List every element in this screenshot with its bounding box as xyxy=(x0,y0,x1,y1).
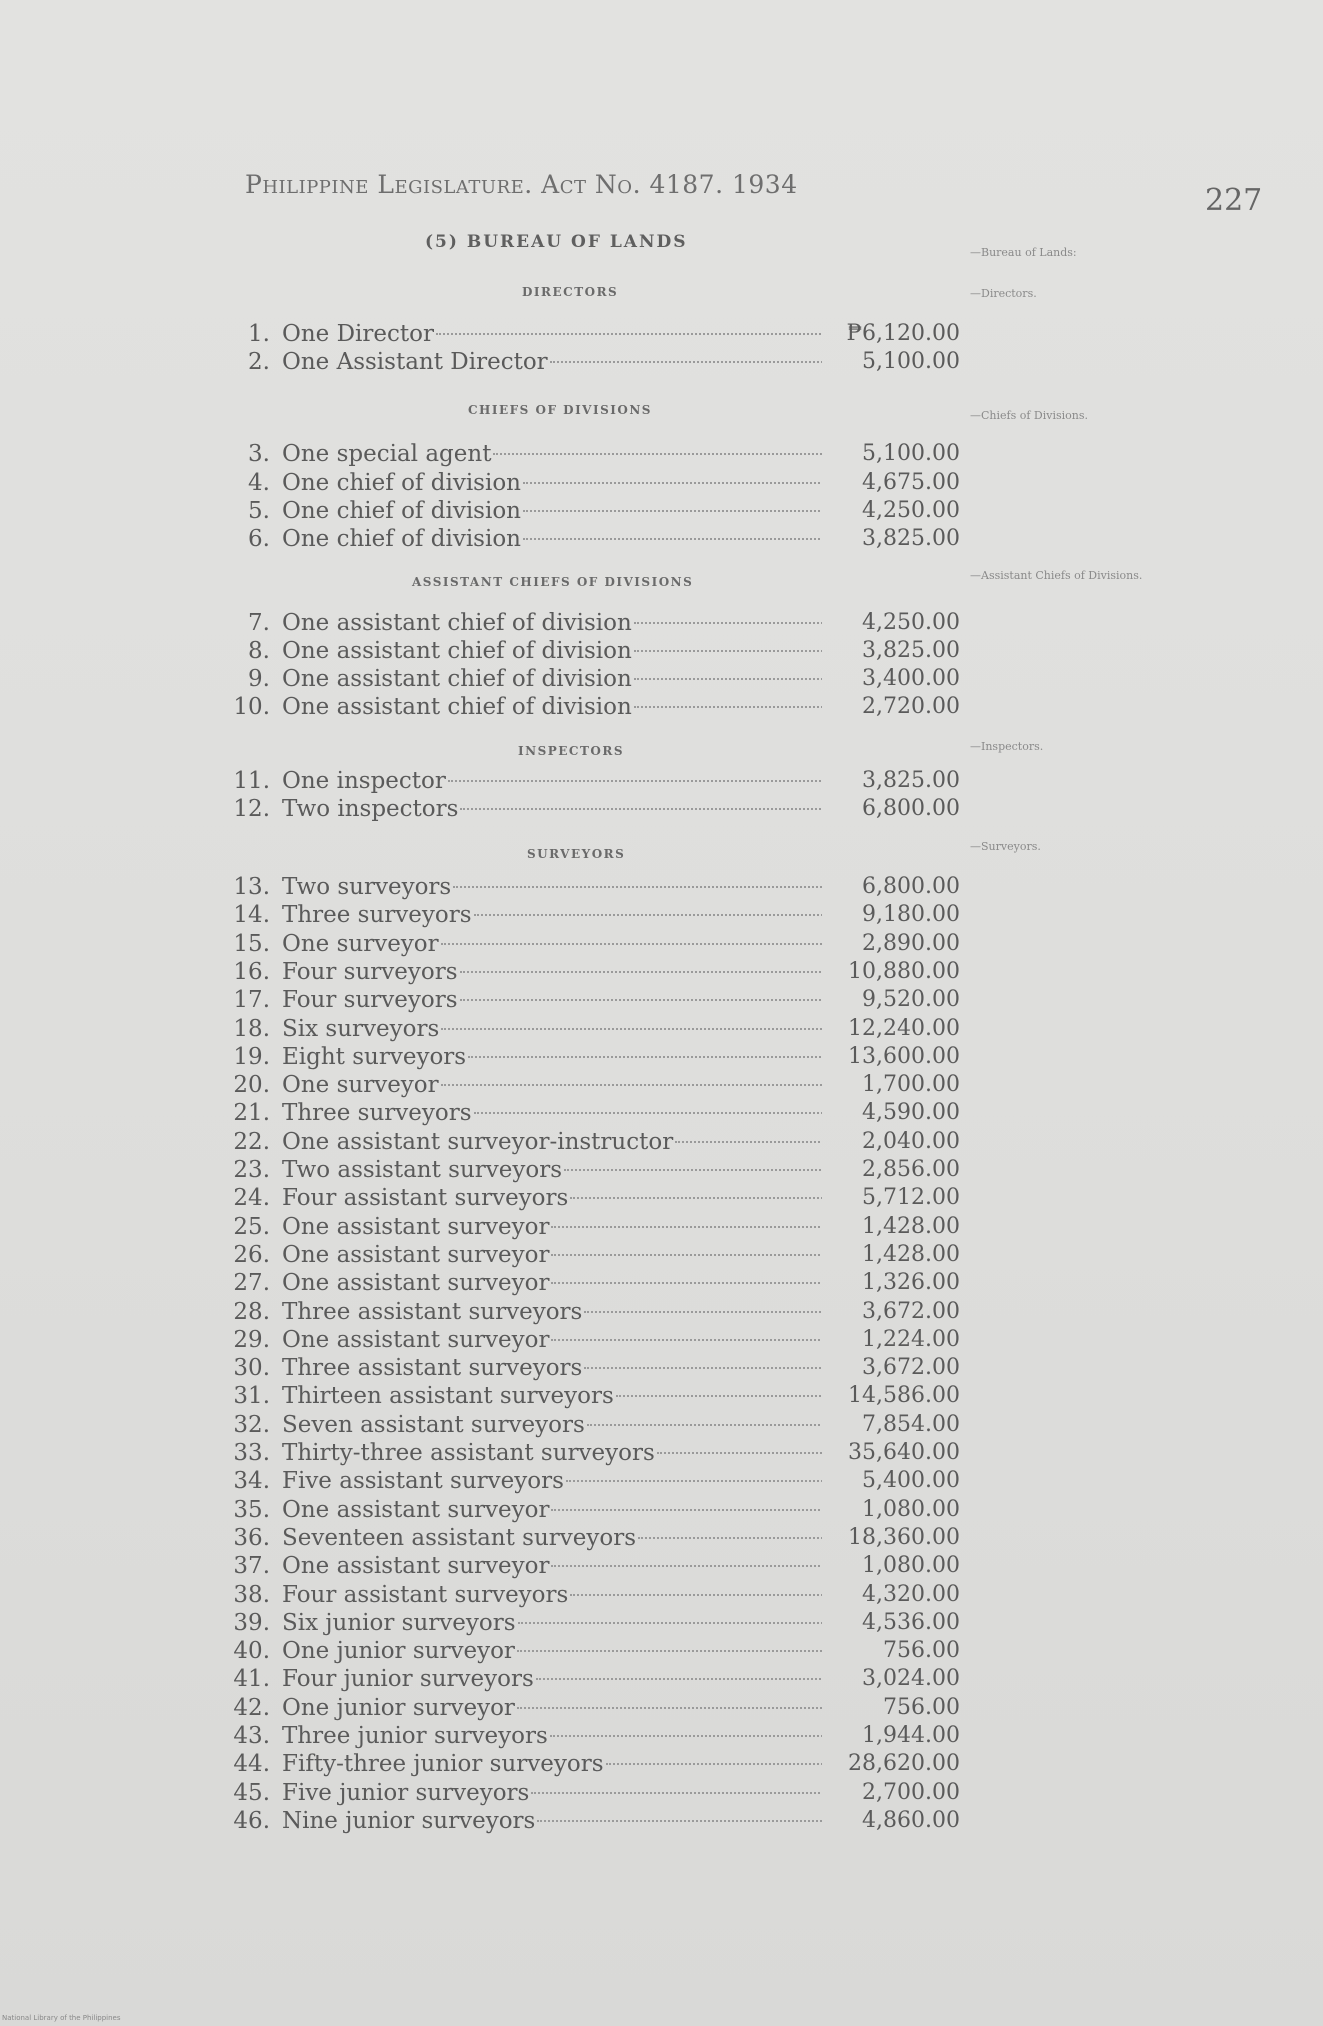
item-amount: 7,854.00 xyxy=(862,1411,960,1437)
dot-leader xyxy=(584,1311,822,1313)
item-number: 28. xyxy=(233,1298,270,1325)
margin-note-assistant-chiefs: —Assistant Chiefs of Divisions. xyxy=(970,569,1143,582)
dot-leader xyxy=(638,1537,822,1539)
item-amount: 18,360.00 xyxy=(848,1524,960,1550)
item-label-text: Six junior surveyors xyxy=(282,1609,516,1636)
item-number: 34. xyxy=(233,1468,270,1495)
item-number: 37. xyxy=(233,1553,270,1580)
item-label-text: One assistant surveyor xyxy=(282,1241,550,1268)
dot-leader xyxy=(551,1254,822,1256)
dot-leader xyxy=(474,914,822,916)
list-item xyxy=(230,469,970,497)
item-label xyxy=(282,609,822,637)
item-label xyxy=(282,1637,822,1665)
item-label-text: Three surveyors xyxy=(282,1100,472,1127)
item-amount: 756.00 xyxy=(883,1638,960,1664)
item-label xyxy=(282,1269,822,1297)
item-label xyxy=(282,1552,822,1580)
item-label xyxy=(282,440,822,468)
dot-leader xyxy=(634,650,822,652)
item-label xyxy=(282,348,822,376)
dot-leader xyxy=(550,1735,822,1737)
item-label-text: Three assistant surveyors xyxy=(282,1298,583,1325)
item-number: 3. xyxy=(248,441,270,467)
list-item xyxy=(230,1298,970,1326)
item-number: 5. xyxy=(248,498,270,524)
item-amount: 3,825.00 xyxy=(862,638,960,663)
dot-leader xyxy=(550,361,822,363)
item-amount: 756.00 xyxy=(883,1694,960,1720)
item-label xyxy=(282,1326,822,1354)
item-label xyxy=(282,1099,822,1127)
dot-leader xyxy=(474,1112,822,1114)
item-amount: ₱6,120.00 xyxy=(846,321,960,346)
item-label xyxy=(282,1467,822,1495)
item-label xyxy=(282,930,822,958)
item-label xyxy=(282,1609,822,1637)
item-number: 20. xyxy=(233,1072,270,1099)
item-label-text: One assistant chief of division xyxy=(282,666,632,692)
item-amount: 3,672.00 xyxy=(862,1355,960,1381)
list-item xyxy=(230,1496,970,1524)
item-label-text: Five assistant surveyors xyxy=(282,1468,564,1495)
item-label-text: One surveyor xyxy=(282,1072,439,1099)
item-amount: 3,672.00 xyxy=(862,1298,960,1324)
item-label xyxy=(282,320,822,348)
item-label xyxy=(282,1807,822,1835)
item-label-text: One Assistant Director xyxy=(282,349,548,375)
item-amount: 1,428.00 xyxy=(862,1241,960,1267)
dot-leader xyxy=(564,1169,822,1171)
section-title: (5) BUREAU OF LANDS xyxy=(425,232,688,252)
dot-leader xyxy=(453,886,822,888)
item-label-text: One assistant surveyor xyxy=(282,1213,550,1240)
item-label xyxy=(282,1439,822,1467)
dot-leader xyxy=(566,1480,822,1482)
item-number: 8. xyxy=(248,638,270,664)
item-number: 40. xyxy=(233,1638,270,1665)
list-item xyxy=(230,1439,970,1467)
item-label xyxy=(282,1213,822,1241)
item-number: 44. xyxy=(233,1751,270,1778)
dot-leader xyxy=(551,1282,822,1284)
item-number: 2. xyxy=(248,349,270,375)
item-number: 39. xyxy=(233,1609,270,1636)
dot-leader xyxy=(584,1367,822,1369)
item-amount: 3,825.00 xyxy=(862,768,960,793)
item-label-text: Two inspectors xyxy=(282,796,459,822)
list-item xyxy=(230,637,970,665)
item-label xyxy=(282,1184,822,1212)
dot-leader xyxy=(634,706,822,708)
margin-note-inspectors: —Inspectors. xyxy=(970,740,1044,753)
item-amount: 28,620.00 xyxy=(848,1751,960,1777)
header-title: Philippine Legislature. Act No. 4187. 1934 xyxy=(245,170,798,199)
dot-leader xyxy=(518,1622,822,1624)
item-label-text: Fifty-three junior surveyors xyxy=(282,1751,604,1778)
item-amount: 5,100.00 xyxy=(862,441,960,466)
margin-note-chiefs: —Chiefs of Divisions. xyxy=(970,409,1089,422)
item-label-text: One inspector xyxy=(282,768,446,794)
item-label xyxy=(282,958,822,986)
item-amount: 4,590.00 xyxy=(862,1100,960,1126)
item-amount: 9,180.00 xyxy=(862,902,960,928)
item-amount: 10,880.00 xyxy=(848,958,960,984)
list-item xyxy=(230,1581,970,1609)
dot-leader xyxy=(537,1820,822,1822)
subhead-surveyors: SURVEYORS xyxy=(527,847,626,861)
list-item xyxy=(230,497,970,525)
item-number: 24. xyxy=(233,1185,270,1212)
item-number: 4. xyxy=(248,470,270,496)
item-label xyxy=(282,1722,822,1750)
item-label xyxy=(282,795,822,823)
item-number: 36. xyxy=(233,1524,270,1551)
item-amount: 1,080.00 xyxy=(862,1496,960,1522)
item-amount: 4,675.00 xyxy=(862,470,960,495)
list-item xyxy=(230,1156,970,1184)
item-number: 19. xyxy=(233,1043,270,1070)
item-amount: 3,400.00 xyxy=(862,666,960,691)
list-item xyxy=(230,1552,970,1580)
dot-leader xyxy=(468,1056,822,1058)
list-item xyxy=(230,1071,970,1099)
list-item xyxy=(230,1609,970,1637)
item-amount: 3,024.00 xyxy=(862,1666,960,1692)
item-number: 21. xyxy=(233,1100,270,1127)
item-label-text: Seventeen assistant surveyors xyxy=(282,1524,637,1551)
item-label xyxy=(282,1156,822,1184)
subhead-chiefs: CHIEFS OF DIVISIONS xyxy=(468,403,652,417)
list-item xyxy=(230,1637,970,1665)
list-item xyxy=(230,1241,970,1269)
item-number: 42. xyxy=(233,1694,270,1721)
item-number: 14. xyxy=(233,902,270,929)
item-number: 18. xyxy=(233,1015,270,1042)
item-amount: 1,944.00 xyxy=(862,1723,960,1748)
item-number: 41. xyxy=(233,1666,270,1693)
dot-leader xyxy=(634,678,822,680)
item-number: 25. xyxy=(233,1213,270,1240)
item-label-text: Thirty-three assistant surveyors xyxy=(282,1440,655,1466)
item-label xyxy=(282,469,822,497)
dot-leader xyxy=(448,780,822,782)
margin-note-directors: —Directors. xyxy=(970,287,1037,300)
item-label-text: One chief of division xyxy=(282,526,521,552)
item-number: 26. xyxy=(233,1241,270,1268)
item-number: 13. xyxy=(233,874,270,900)
item-label-text: One assistant surveyor-instructor xyxy=(282,1128,674,1155)
item-number: 45. xyxy=(233,1779,270,1806)
item-number: 46. xyxy=(233,1807,270,1834)
item-label xyxy=(282,497,822,525)
dot-leader xyxy=(523,482,822,484)
footer-credit: National Library of the Philippines xyxy=(2,2014,121,2022)
item-label-text: Six surveyors xyxy=(282,1015,440,1042)
list-item xyxy=(230,1665,970,1693)
dot-leader xyxy=(536,1678,822,1680)
dot-leader xyxy=(436,333,822,335)
item-label xyxy=(282,873,822,901)
item-label xyxy=(282,1581,822,1609)
item-label-text: Three assistant surveyors xyxy=(282,1355,583,1382)
list-item xyxy=(230,665,970,693)
dot-leader xyxy=(657,1452,822,1454)
item-amount: 5,712.00 xyxy=(862,1185,960,1211)
item-label xyxy=(282,1411,822,1439)
dot-leader xyxy=(634,622,822,624)
item-label-text: One assistant chief of division xyxy=(282,638,632,664)
item-amount: 12,240.00 xyxy=(848,1015,960,1041)
item-number: 31. xyxy=(233,1383,270,1410)
list-item xyxy=(230,1015,970,1043)
list-item xyxy=(230,1184,970,1212)
list-item xyxy=(230,1750,970,1778)
item-label-text: One assistant chief of division xyxy=(282,610,632,636)
item-number: 15. xyxy=(233,930,270,957)
item-number: 27. xyxy=(233,1270,270,1297)
item-label-text: Two assistant surveyors xyxy=(282,1157,563,1183)
dot-leader xyxy=(493,453,822,455)
item-amount: 1,326.00 xyxy=(862,1270,960,1296)
dot-leader xyxy=(570,1594,822,1596)
item-number: 9. xyxy=(248,666,270,692)
item-amount: 1,700.00 xyxy=(862,1072,960,1098)
item-label-text: One junior surveyor xyxy=(282,1638,515,1665)
dot-leader xyxy=(587,1424,822,1426)
list-item xyxy=(230,1722,970,1750)
item-label xyxy=(282,525,822,553)
item-label xyxy=(282,1015,822,1043)
item-label xyxy=(282,901,822,929)
item-label xyxy=(282,1750,822,1778)
item-label xyxy=(282,1354,822,1382)
list-item xyxy=(230,1354,970,1382)
dot-leader xyxy=(551,1226,822,1228)
item-label xyxy=(282,1298,822,1326)
item-label-text: Five junior surveyors xyxy=(282,1779,530,1806)
item-label-text: Four assistant surveyors xyxy=(282,1581,569,1608)
item-amount: 6,800.00 xyxy=(862,874,960,899)
item-amount: 6,800.00 xyxy=(862,796,960,821)
item-label-text: Four junior surveyors xyxy=(282,1666,534,1693)
item-amount: 35,640.00 xyxy=(848,1440,960,1465)
item-number: 33. xyxy=(233,1440,270,1466)
item-label-text: Four surveyors xyxy=(282,958,458,985)
item-label-text: Four assistant surveyors xyxy=(282,1185,569,1212)
item-label xyxy=(282,1382,822,1410)
list-item xyxy=(230,1269,970,1297)
dot-leader xyxy=(460,971,822,973)
item-number: 6. xyxy=(248,526,270,552)
dot-leader xyxy=(570,1197,822,1199)
item-label-text: One assistant surveyor xyxy=(282,1496,550,1523)
dot-leader xyxy=(460,808,822,810)
item-amount: 2,700.00 xyxy=(862,1779,960,1805)
item-label xyxy=(282,1043,822,1071)
item-amount: 2,856.00 xyxy=(862,1157,960,1182)
item-label xyxy=(282,1665,822,1693)
list-item xyxy=(230,1382,970,1410)
item-number: 23. xyxy=(233,1157,270,1183)
item-number: 22. xyxy=(233,1128,270,1155)
dot-leader xyxy=(523,538,822,540)
list-item xyxy=(230,986,970,1014)
dot-leader xyxy=(551,1565,822,1567)
list-item xyxy=(230,609,970,637)
list-item xyxy=(230,958,970,986)
list-item xyxy=(230,440,970,468)
item-label-text: Three junior surveyors xyxy=(282,1723,548,1749)
item-amount: 2,040.00 xyxy=(862,1128,960,1154)
list-item xyxy=(230,1326,970,1354)
item-number: 43. xyxy=(233,1723,270,1749)
item-number: 1. xyxy=(248,321,270,347)
item-label-text: One assistant surveyor xyxy=(282,1326,550,1353)
item-amount: 1,428.00 xyxy=(862,1213,960,1239)
dot-leader xyxy=(517,1707,822,1709)
item-number: 7. xyxy=(248,610,270,636)
item-label-text: One chief of division xyxy=(282,498,521,524)
item-label-text: Nine junior surveyors xyxy=(282,1807,536,1834)
list-item xyxy=(230,1807,970,1835)
item-label xyxy=(282,637,822,665)
list-item xyxy=(230,901,970,929)
margin-note-surveyors: —Surveyors. xyxy=(970,840,1041,853)
item-label xyxy=(282,665,822,693)
item-label xyxy=(282,1779,822,1807)
item-number: 12. xyxy=(233,796,270,822)
item-amount: 1,224.00 xyxy=(862,1326,960,1352)
dot-leader xyxy=(460,999,822,1001)
subhead-inspectors: INSPECTORS xyxy=(518,744,624,758)
list-item xyxy=(230,1128,970,1156)
item-number: 30. xyxy=(233,1355,270,1382)
item-number: 29. xyxy=(233,1326,270,1353)
list-item xyxy=(230,1779,970,1807)
list-item xyxy=(230,1213,970,1241)
item-amount: 9,520.00 xyxy=(862,987,960,1013)
item-label-text: One assistant surveyor xyxy=(282,1553,550,1580)
item-number: 11. xyxy=(233,768,270,794)
list-item xyxy=(230,1524,970,1552)
list-item xyxy=(230,873,970,901)
dot-leader xyxy=(441,1084,822,1086)
dot-leader xyxy=(616,1395,822,1397)
list-item xyxy=(230,1411,970,1439)
item-amount: 4,250.00 xyxy=(862,610,960,635)
item-amount: 2,890.00 xyxy=(862,930,960,956)
dot-leader xyxy=(441,943,822,945)
item-label xyxy=(282,767,822,795)
subhead-directors: DIRECTORS xyxy=(522,285,619,299)
item-label-text: One assistant chief of division xyxy=(282,694,632,720)
item-label-text: Seven assistant surveyors xyxy=(282,1411,585,1438)
list-item xyxy=(230,525,970,553)
list-item xyxy=(230,348,970,376)
item-label xyxy=(282,1241,822,1269)
list-item xyxy=(230,1043,970,1071)
list-item xyxy=(230,930,970,958)
item-amount: 4,320.00 xyxy=(862,1581,960,1607)
item-amount: 4,536.00 xyxy=(862,1609,960,1635)
subhead-assistant-chiefs: ASSISTANT CHIEFS OF DIVISIONS xyxy=(412,575,694,589)
item-amount: 3,825.00 xyxy=(862,526,960,551)
list-item xyxy=(230,795,970,823)
item-amount: 13,600.00 xyxy=(848,1043,960,1069)
item-label-text: One assistant surveyor xyxy=(282,1270,550,1297)
item-label-text: One special agent xyxy=(282,441,492,467)
item-amount: 2,720.00 xyxy=(862,694,960,719)
item-label-text: One junior surveyor xyxy=(282,1694,515,1721)
dot-leader xyxy=(523,510,822,512)
running-header xyxy=(245,170,798,199)
list-item xyxy=(230,767,970,795)
item-label xyxy=(282,1071,822,1099)
item-number: 17. xyxy=(233,987,270,1014)
item-label xyxy=(282,1524,822,1552)
item-amount: 14,586.00 xyxy=(848,1383,960,1409)
item-label xyxy=(282,693,822,721)
list-item xyxy=(230,320,970,348)
item-label-text: Four surveyors xyxy=(282,987,458,1014)
item-amount: 5,400.00 xyxy=(862,1468,960,1494)
item-label-text: One surveyor xyxy=(282,930,439,957)
page-number: 227 xyxy=(1205,183,1263,218)
item-number: 35. xyxy=(233,1496,270,1523)
item-label xyxy=(282,1128,822,1156)
item-label-text: One chief of division xyxy=(282,470,521,496)
item-amount: 5,100.00 xyxy=(862,349,960,374)
item-label-text: Three surveyors xyxy=(282,902,472,929)
dot-leader xyxy=(517,1650,822,1652)
item-number: 10. xyxy=(233,694,270,720)
list-item xyxy=(230,1099,970,1127)
dot-leader xyxy=(551,1339,822,1341)
item-label xyxy=(282,986,822,1014)
item-label xyxy=(282,1694,822,1722)
dot-leader xyxy=(606,1763,822,1765)
item-amount: 4,250.00 xyxy=(862,498,960,523)
item-label-text: Thirteen assistant surveyors xyxy=(282,1383,614,1410)
item-number: 32. xyxy=(233,1411,270,1438)
item-label-text: Eight surveyors xyxy=(282,1043,467,1070)
item-label-text: Two surveyors xyxy=(282,874,452,900)
item-number: 38. xyxy=(233,1581,270,1608)
list-item xyxy=(230,1467,970,1495)
item-number: 16. xyxy=(233,958,270,985)
item-amount: 1,080.00 xyxy=(862,1553,960,1579)
margin-note-bureau: —Bureau of Lands: xyxy=(970,246,1077,259)
list-item xyxy=(230,1694,970,1722)
item-label-text: One Director xyxy=(282,321,434,347)
item-label xyxy=(282,1496,822,1524)
dot-leader xyxy=(551,1509,822,1511)
dot-leader xyxy=(441,1028,822,1030)
list-item xyxy=(230,693,970,721)
dot-leader xyxy=(531,1792,822,1794)
item-amount: 4,860.00 xyxy=(862,1807,960,1833)
